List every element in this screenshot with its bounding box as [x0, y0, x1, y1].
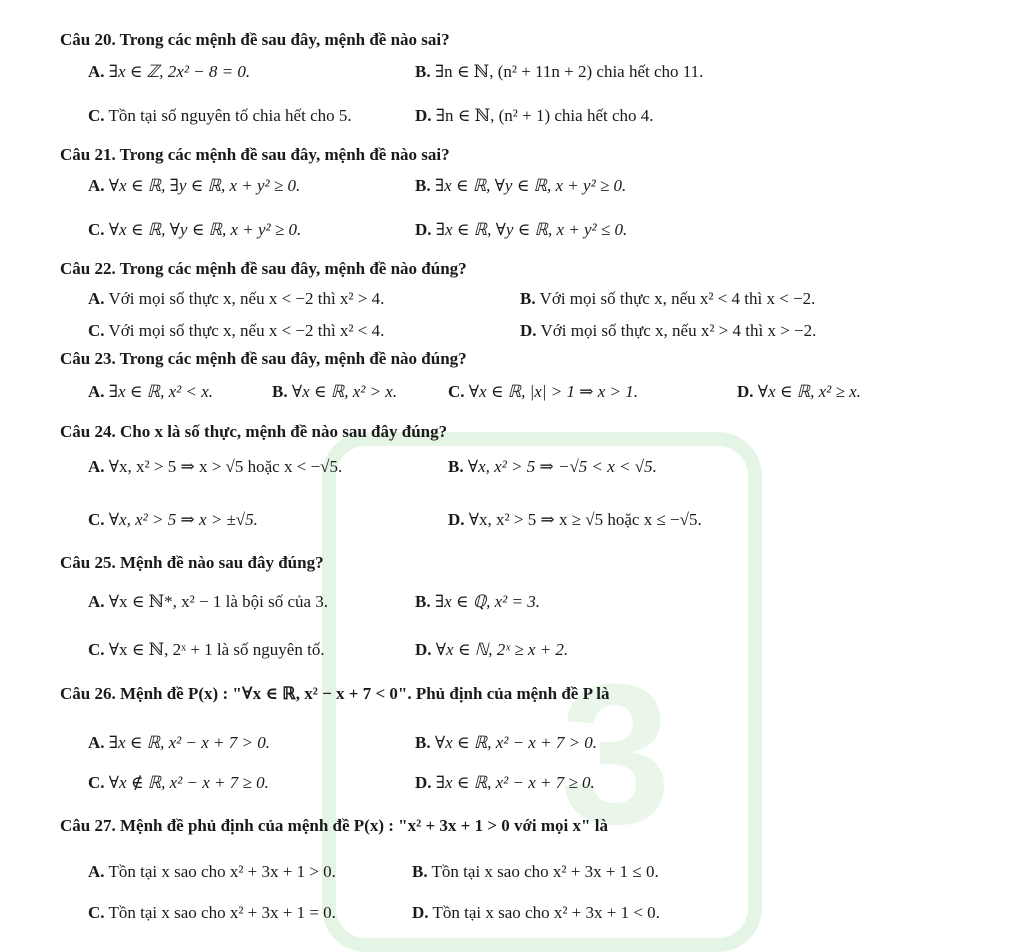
option-c: C. Tồn tại số nguyên tố chia hết cho 5.	[88, 106, 352, 125]
option-a: A. ∀x, x² > 5 ⇒ x > √5 hoặc x < −√5.	[88, 457, 343, 476]
option-d: D. ∃x ∈ ℝ, ∀y ∈ ℝ, x + y² ≤ 0.	[415, 220, 628, 239]
question-title: Câu 22. Trong các mệnh đề sau đây, mệnh đề nào đúng?	[60, 259, 467, 278]
option-c: C. ∀x ∈ ℝ, ∀y ∈ ℝ, x + y² ≥ 0.	[88, 220, 302, 239]
watermark-logo-mark: 3	[560, 643, 672, 866]
option-b: B. ∃x ∈ ℝ, ∀y ∈ ℝ, x + y² ≥ 0.	[415, 176, 627, 195]
option-c: C. ∀x ∈ ℝ, |x| > 1 ⇒ x > 1.	[448, 382, 639, 401]
option-d: D. Tồn tại x sao cho x² + 3x + 1 < 0.	[412, 903, 660, 922]
option-b: B. ∀x ∈ ℝ, x² > x.	[272, 382, 398, 401]
question-title: Câu 27. Mệnh đề phủ định của mệnh đề P(x) : "x² + 3x + 1 > 0 với mọi x" là	[60, 816, 608, 835]
option-d: D. ∀x ∈ ℝ, x² ≥ x.	[737, 382, 861, 401]
option-c: C. Tồn tại x sao cho x² + 3x + 1 = 0.	[88, 903, 336, 922]
question-title: Câu 26. Mệnh đề P(x) : "∀x ∈ ℝ, x² − x + 7 < 0". Phủ định của mệnh đề P là	[60, 684, 610, 703]
option-a: A. ∃x ∈ ℝ, x² − x + 7 > 0.	[88, 733, 270, 752]
option-a: A. ∀x ∈ ℕ*, x² − 1 là bội số của 3.	[88, 592, 329, 611]
question-title: Câu 24. Cho x là số thực, mệnh đề nào sau đây đúng?	[60, 422, 448, 441]
option-a: A. ∀x ∈ ℝ, ∃y ∈ ℝ, x + y² ≥ 0.	[88, 176, 301, 195]
option-d: D. ∃n ∈ ℕ, (n² + 1) chia hết cho 4.	[415, 106, 654, 125]
option-b: B. ∀x ∈ ℝ, x² − x + 7 > 0.	[415, 733, 598, 752]
option-c: C. ∀x, x² > 5 ⇒ x > ±√5.	[88, 510, 258, 529]
option-d: D. Với mọi số thực x, nếu x² > 4 thì x > −2.	[520, 321, 817, 340]
question-title: Câu 21. Trong các mệnh đề sau đây, mệnh đề nào sai?	[60, 145, 450, 164]
option-c: C. Với mọi số thực x, nếu x < −2 thì x² < 4.	[88, 321, 385, 340]
option-d: D. ∃x ∈ ℝ, x² − x + 7 ≥ 0.	[415, 773, 595, 792]
option-b: B. Với mọi số thực x, nếu x² < 4 thì x < −2.	[520, 289, 816, 308]
option-d: D. ∀x, x² > 5 ⇒ x ≥ √5 hoặc x ≤ −√5.	[448, 510, 702, 529]
question-title: Câu 25. Mệnh đề nào sau đây đúng?	[60, 553, 324, 572]
option-a: A. Tồn tại x sao cho x² + 3x + 1 > 0.	[88, 862, 336, 881]
option-c: C. ∀x ∉ ℝ, x² − x + 7 ≥ 0.	[88, 773, 269, 792]
option-b: B. ∃n ∈ ℕ, (n² + 11n + 2) chia hết cho 11.	[415, 62, 704, 81]
option-b: B. Tồn tại x sao cho x² + 3x + 1 ≤ 0.	[412, 862, 659, 881]
question-title: Câu 23. Trong các mệnh đề sau đây, mệnh đề nào đúng?	[60, 349, 467, 368]
option-a: A. ∃x ∈ ℤ, 2x² − 8 = 0.	[88, 62, 251, 81]
option-a: A. Với mọi số thực x, nếu x < −2 thì x² > 4.	[88, 289, 385, 308]
option-b: B. ∃x ∈ ℚ, x² = 3.	[415, 592, 540, 611]
question-title: Câu 20. Trong các mệnh đề sau đây, mệnh đề nào sai?	[60, 30, 450, 49]
option-c: C. ∀x ∈ ℕ, 2ˣ + 1 là số nguyên tố.	[88, 640, 325, 659]
option-a: A. ∃x ∈ ℝ, x² < x.	[88, 382, 214, 401]
option-b: B. ∀x, x² > 5 ⇒ −√5 < x < √5.	[448, 457, 657, 476]
option-d: D. ∀x ∈ ℕ, 2ˣ ≥ x + 2.	[415, 640, 569, 659]
